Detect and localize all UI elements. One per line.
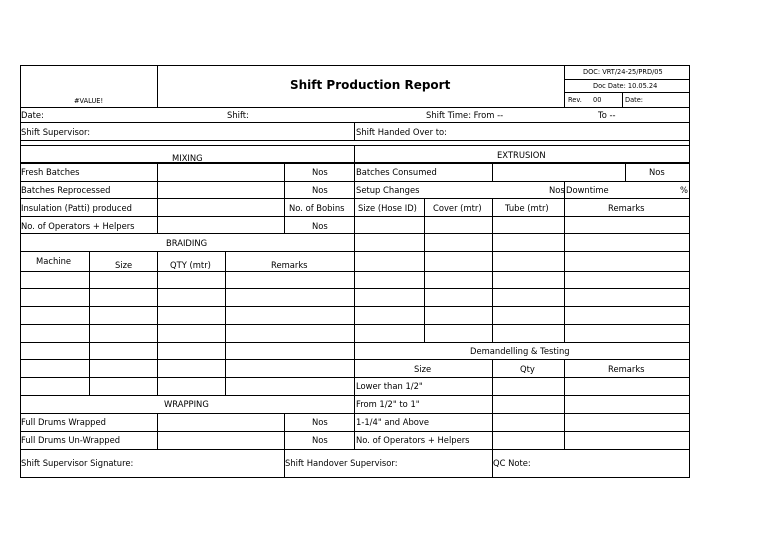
braiding-section-title: BRAIDING xyxy=(166,238,208,248)
rev-label: Rev. xyxy=(568,96,582,104)
mixing-row-label: Insulation (Patti) produced xyxy=(21,203,132,213)
rule xyxy=(492,162,493,181)
extrusion-col-header: Size (Hose ID) xyxy=(358,203,417,213)
wrapping-row-unit: Nos xyxy=(312,435,328,445)
rule xyxy=(20,342,690,343)
rule xyxy=(20,477,690,478)
mixing-row-label: Batches Reprocessed xyxy=(21,185,111,195)
rule xyxy=(625,162,626,181)
rule xyxy=(20,377,690,378)
rule xyxy=(564,65,565,108)
rule xyxy=(20,413,690,414)
mixing-row-unit: No. of Bobins xyxy=(289,203,345,213)
batches-consumed-unit: Nos xyxy=(649,167,665,177)
demandelling-row-label: From 1/2" to 1" xyxy=(356,399,420,409)
rule xyxy=(20,198,690,199)
demandelling-col-header: Qty xyxy=(520,364,535,374)
shift-label: Shift: xyxy=(227,110,249,120)
shift-supervisor-label: Shift Supervisor: xyxy=(21,127,91,137)
rev-value: 00 xyxy=(593,96,602,104)
extrusion-col-header: Tube (mtr) xyxy=(505,203,549,213)
rule xyxy=(20,181,690,182)
doc-number: DOC: VRT/24-25/PRD/05 xyxy=(583,68,663,76)
extrusion-col-header: Remarks xyxy=(608,203,645,213)
rule xyxy=(157,251,158,395)
handover-supervisor-label: Shift Handover Supervisor: xyxy=(285,458,398,468)
wrapping-row-label: Full Drums Wrapped xyxy=(21,417,106,427)
rule xyxy=(20,431,690,432)
rule xyxy=(564,92,690,93)
rule xyxy=(564,181,565,342)
rule xyxy=(225,251,226,395)
qc-note-label: QC Note: xyxy=(493,458,531,468)
rule xyxy=(20,107,690,108)
shift-time-to-label: To -- xyxy=(598,110,616,120)
demandelling-col-header: Size xyxy=(414,364,432,374)
rule xyxy=(157,413,158,449)
rule xyxy=(89,251,90,395)
rule xyxy=(20,251,690,252)
rule xyxy=(157,162,158,234)
downtime-unit: % xyxy=(680,185,688,195)
setup-changes-unit: Nos xyxy=(549,185,565,195)
rule xyxy=(20,65,690,66)
rule xyxy=(354,122,355,140)
header-date-label: Date: xyxy=(625,96,643,104)
rule xyxy=(689,65,690,478)
braiding-col-header: Size xyxy=(115,260,133,270)
setup-changes-label: Setup Changes xyxy=(356,185,420,195)
mixing-section-title: MIXING xyxy=(172,153,203,163)
mixing-row-label: No. of Operators + Helpers xyxy=(21,221,135,231)
supervisor-signature-label: Shift Supervisor Signature: xyxy=(21,458,134,468)
doc-date: Doc Date: 10.05.24 xyxy=(593,82,658,90)
mixing-row-label: Fresh Batches xyxy=(21,167,80,177)
shift-handed-over-label: Shift Handed Over to: xyxy=(356,127,447,137)
mixing-row-unit: Nos xyxy=(312,167,328,177)
demandelling-row-label: 1-1/4" and Above xyxy=(356,417,430,427)
date-label: Date: xyxy=(21,110,44,120)
rule xyxy=(20,395,690,396)
mixing-row-unit: Nos xyxy=(312,221,328,231)
rule xyxy=(20,359,690,360)
rule xyxy=(564,359,565,449)
rule xyxy=(20,122,690,123)
rule xyxy=(20,145,690,146)
extrusion-section-title: EXTRUSION xyxy=(497,150,546,160)
page-title: Shift Production Report xyxy=(290,78,451,92)
demandelling-section-title: Demandelling & Testing xyxy=(470,346,570,356)
braiding-col-header: QTY (mtr) xyxy=(170,260,211,270)
wrapping-section-title: WRAPPING xyxy=(164,399,209,409)
braiding-col-header: Machine xyxy=(36,256,72,266)
rule xyxy=(492,359,493,449)
shift-time-from-label: Shift Time: From -- xyxy=(426,110,504,120)
braiding-col-header: Remarks xyxy=(271,260,308,270)
rule xyxy=(20,324,690,325)
rule xyxy=(20,288,690,289)
wrapping-row-label: Full Drums Un-Wrapped xyxy=(21,435,121,445)
rule xyxy=(20,216,690,217)
extrusion-col-header: Cover (mtr) xyxy=(433,203,482,213)
demandelling-row-label: No. of Operators + Helpers xyxy=(356,435,470,445)
rule xyxy=(492,198,493,342)
downtime-label: Downtime xyxy=(566,185,609,195)
demandelling-col-header: Remarks xyxy=(608,364,645,374)
rule xyxy=(284,413,285,478)
mixing-row-unit: Nos xyxy=(312,185,328,195)
rule xyxy=(354,145,355,449)
batches-consumed-label: Batches Consumed xyxy=(356,167,437,177)
demandelling-row-label: Lower than 1/2" xyxy=(356,381,423,391)
rule xyxy=(564,79,690,80)
rule xyxy=(424,198,425,342)
wrapping-row-unit: Nos xyxy=(312,417,328,427)
rule xyxy=(20,271,690,272)
error-value-cell: #VALUE! xyxy=(74,97,104,105)
rule xyxy=(284,162,285,234)
rule xyxy=(622,92,623,108)
rule xyxy=(20,233,690,234)
rule xyxy=(20,306,690,307)
rule xyxy=(20,449,690,450)
rule xyxy=(20,140,690,141)
rule xyxy=(20,162,690,164)
rule xyxy=(157,65,158,108)
